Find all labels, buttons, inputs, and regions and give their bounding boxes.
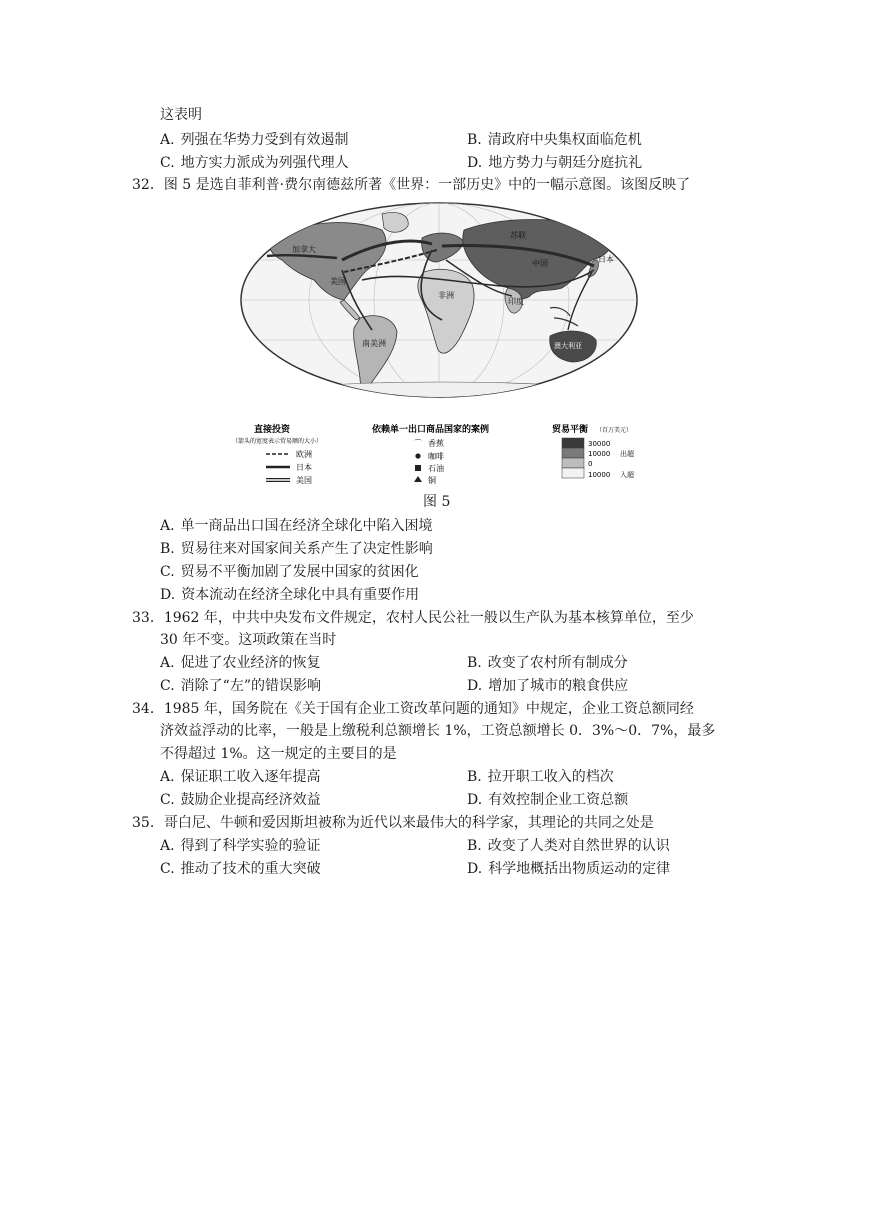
legend-direct-investment (232, 423, 322, 485)
q34-option-b: B. 拉开职工收入的档次 (467, 769, 614, 785)
legend-trade-value-0: 0 (588, 460, 593, 468)
legend-swatch-10000-surplus (562, 448, 584, 458)
legend-trade-title: 贸易平衡 (552, 425, 589, 435)
q32-option-b: B. 贸易往来对国家间关系产生了决定性影响 (160, 541, 433, 557)
greenland-landmass (382, 213, 408, 233)
legend-copper-label: 铜 (428, 476, 436, 485)
legend-commodity-title: 依赖单一出口商品国家的案例 (372, 425, 490, 435)
q32-option-c: C. 贸易不平衡加剧了发展中国家的贫困化 (160, 564, 419, 580)
label-australia: 澳大利亚 (554, 342, 582, 350)
q34-stem-line2: 济效益浮动的比率，一般是上缴税利总额增长 1%，工资总额增长 0．3%～0．7%，最多 (160, 723, 716, 739)
legend-banana-label: 香蕉 (428, 439, 444, 448)
q31-option-a: A. 列强在华势力受到有效遏制 (160, 132, 349, 148)
legend-swatch-10000-deficit (562, 468, 584, 478)
q35-option-d: D. 科学地概括出物质运动的定律 (467, 861, 671, 877)
label-japan: 日本 (598, 255, 614, 264)
world-trade-map-figure (232, 200, 647, 490)
legend-trade-unit: （百万美元） (596, 427, 633, 434)
legend-europe-label: 欧洲 (296, 450, 312, 459)
q33-option-d: D. 增加了城市的粮食供应 (467, 678, 629, 694)
q34-option-c: C. 鼓励企业提高经济效益 (160, 792, 321, 808)
q34-option-a: A. 保证职工收入逐年提高 (160, 769, 321, 785)
legend-usa-label: 美国 (296, 476, 312, 485)
coffee-icon (415, 453, 420, 458)
legend-japan-label: 日本 (296, 463, 312, 472)
q33-stem-line2: 30 年不变。这项政策在当时 (160, 632, 337, 648)
label-usa: 美国 (330, 277, 346, 286)
legend-coffee-label: 咖啡 (428, 452, 444, 461)
legend-investment-subtitle: （箭头的宽度表示贸易额的大小） (232, 438, 323, 445)
label-ussr: 苏联 (510, 231, 526, 240)
q35-stem: 35．哥白尼、牛顿和爱因斯坦被称为近代以来最伟大的科学家，其理论的共同之处是 (132, 815, 654, 831)
label-china: 中国 (532, 259, 548, 268)
q35-option-c: C. 推动了技术的重大突破 (160, 861, 321, 877)
legend-single-commodity (371, 423, 489, 485)
figure-caption: 图 5 (423, 494, 451, 510)
oil-icon (415, 465, 421, 471)
q34-stem-line3: 不得超过 1%。这一规定的主要目的是 (160, 746, 397, 762)
q32-option-d: D. 资本流动在经济全球化中具有重要作用 (160, 587, 420, 603)
q34-option-d: D. 有效控制企业工资总额 (467, 792, 629, 808)
q31-option-b: B. 清政府中央集权面临危机 (467, 132, 642, 148)
legend-trade-deficit-label: 入超 (620, 471, 634, 479)
q32-option-a: A. 单一商品出口国在经济全球化中陷入困境 (160, 518, 433, 534)
banana-icon: ⌒ (414, 439, 422, 448)
legend-trade-value-10000-surplus: 10000 (588, 450, 611, 458)
copper-icon (414, 476, 422, 482)
q33-option-c: C. 消除了“左”的错误影响 (160, 678, 321, 694)
q31-option-c: C. 地方实力派成为列强代理人 (160, 155, 349, 171)
q33-option-a: A. 促进了农业经济的恢复 (160, 655, 321, 671)
label-africa: 非洲 (438, 291, 454, 300)
legend-swatch-0 (562, 458, 584, 468)
q34-stem-line1: 34．1985 年，国务院在《关于国有企业工资改革问题的通知》中规定，企业工资总额同经 (132, 701, 694, 717)
q32-stem: 32．图 5 是选自菲利普·费尔南德兹所著《世界：一部历史》中的一幅示意图。该图反映了 (132, 177, 691, 193)
label-canada: 加拿大 (292, 245, 316, 254)
legend-investment-title: 直接投资 (254, 425, 291, 435)
legend-oil-label: 石油 (428, 464, 444, 473)
q35-option-b: B. 改变了人类对自然世界的认识 (467, 838, 670, 854)
legend-trade-value-10000-deficit: 10000 (588, 471, 611, 479)
legend-trade-surplus-label: 出超 (620, 450, 634, 458)
legend-trade-balance (552, 423, 634, 479)
q33-option-b: B. 改变了农村所有制成分 (467, 655, 628, 671)
label-south-america: 南美洲 (362, 339, 386, 348)
q33-stem-line1: 33．1962 年，中共中央发布文件规定，农村人民公社一般以生产队为基本核算单位，至少 (132, 610, 694, 626)
legend-trade-value-30000: 30000 (588, 440, 611, 448)
label-india: 印度 (508, 297, 524, 306)
q31-option-d: D. 地方势力与朝廷分庭抗礼 (467, 155, 643, 171)
legend-swatch-30000 (562, 438, 584, 448)
q31-stem-tail: 这表明 (160, 107, 202, 123)
q35-option-a: A. 得到了科学实验的验证 (160, 838, 321, 854)
